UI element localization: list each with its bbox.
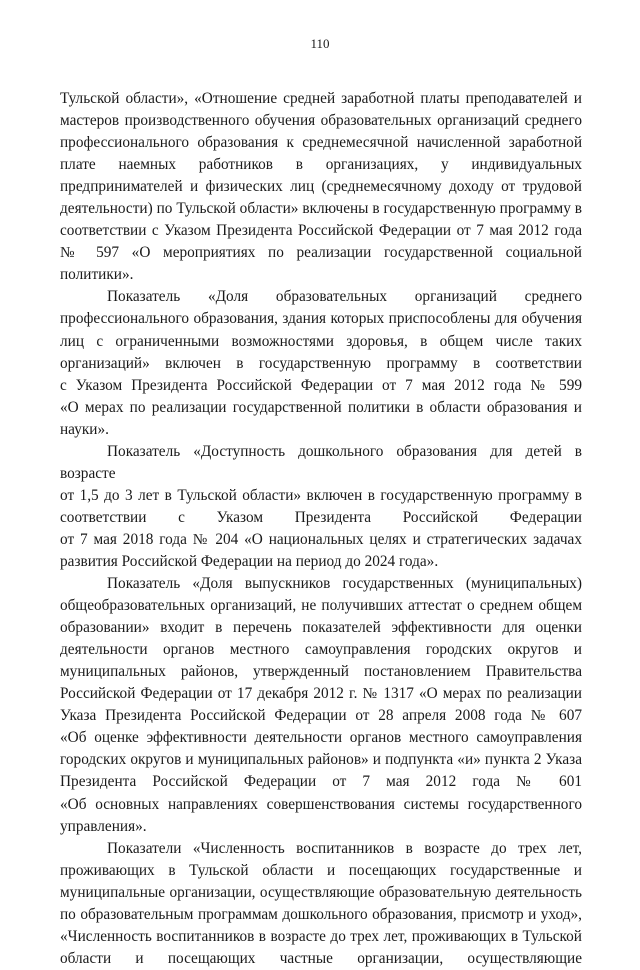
text-line: предпринимателей и физических лиц (среднемесячному доходу от трудовой [60,178,582,196]
text-line: «Численность воспитанников в возрасте до трех лет, проживающих в Тульской [60,927,582,945]
text-line: Российской Федерации от 17 декабря 2012 г. № 1317 «О мерах по реализации [60,685,582,703]
text-line: № 597 «О мероприятиях по реализации государственной социальной [60,244,582,262]
text-line: муниципальные организации, осуществляющие образовательную деятельность [60,883,582,901]
text-line: Указа Президента Российской Федерации от 28 апреля 2008 года № 607 [60,707,582,725]
text-line: организаций» включен в государственную программу в соответствии [60,354,582,372]
text-line: от 7 мая 2018 года № 204 «О национальных целях и стратегических задачах [60,530,582,548]
text-line: «Об основных направлениях совершенствования системы государственного [60,795,582,813]
text-line: деятельности органов местного самоуправления городских округов и [60,641,582,659]
text-line: проживающих в Тульской области и посещающих государственные и [60,861,582,879]
text-line: области и посещающих частные организации, осуществляющие [60,949,582,967]
text-line: соответствии с Указом Президента Российской Федерации от 7 мая 2012 года [60,222,582,240]
text-line: муниципальных районов, утвержденный постановлением Правительства [60,663,582,681]
text-line: политики». [60,266,134,284]
text-line: с Указом Президента Российской Федерации от 7 мая 2012 года № 599 [60,376,582,394]
text-line: мастеров производственного обучения образовательных организаций среднего [60,112,582,130]
text-line: профессионального образования к среднемесячной начисленной заработной [60,134,582,152]
body-text [60,88,582,970]
text-line: Показатель «Доля выпускников государственных (муниципальных) [107,575,582,593]
text-line: общеобразовательных организаций, не получивших аттестат о среднем общем [60,597,582,615]
text-line: Показатель «Доступность дошкольного образования для детей в возрасте [60,442,582,482]
text-line: городских округов и муниципальных районов» и подпункта «и» пункта 2 Указа [60,751,582,769]
text-line: Президента Российской Федерации от 7 мая 2012 года № 601 [60,773,582,791]
text-line: образовании» входит в перечень показателей эффективности для оценки [60,619,582,637]
text-line: лиц с ограниченными возможностями здоровья, в общем числе таких [60,332,582,350]
text-line: Показатели «Численность воспитанников в возрасте до трех лет, [107,839,582,857]
text-line: науки». [60,420,109,438]
text-line: развития Российской Федерации на период до 2024 года». [60,552,439,570]
text-line: деятельности) по Тульской области» включены в государственную программу в [60,200,582,218]
text-line: от 1,5 до 3 лет в Тульской области» включен в государственную программу в [60,486,582,504]
text-line: Тульской области», «Отношение средней заработной платы преподавателей и [60,90,582,107]
text-line: плате наемных работников в организациях, у индивидуальных [60,156,582,174]
text-line: управления». [60,817,147,835]
text-line: «О мерах по реализации государственной политики в области образования и [60,398,582,416]
page-number: 110 [310,36,330,51]
text-line: Показатель «Доля образовательных организаций среднего [107,288,582,306]
text-line: соответствии с Указом Президента Российской Федерации [60,508,582,526]
text-line: по образовательным программам дошкольного образования, присмотр и уход», [60,905,582,923]
text-line: «Об оценке эффективности деятельности органов местного самоуправления [60,729,582,747]
text-line: профессионального образования, здания которых приспособлены для обучения [60,310,582,328]
